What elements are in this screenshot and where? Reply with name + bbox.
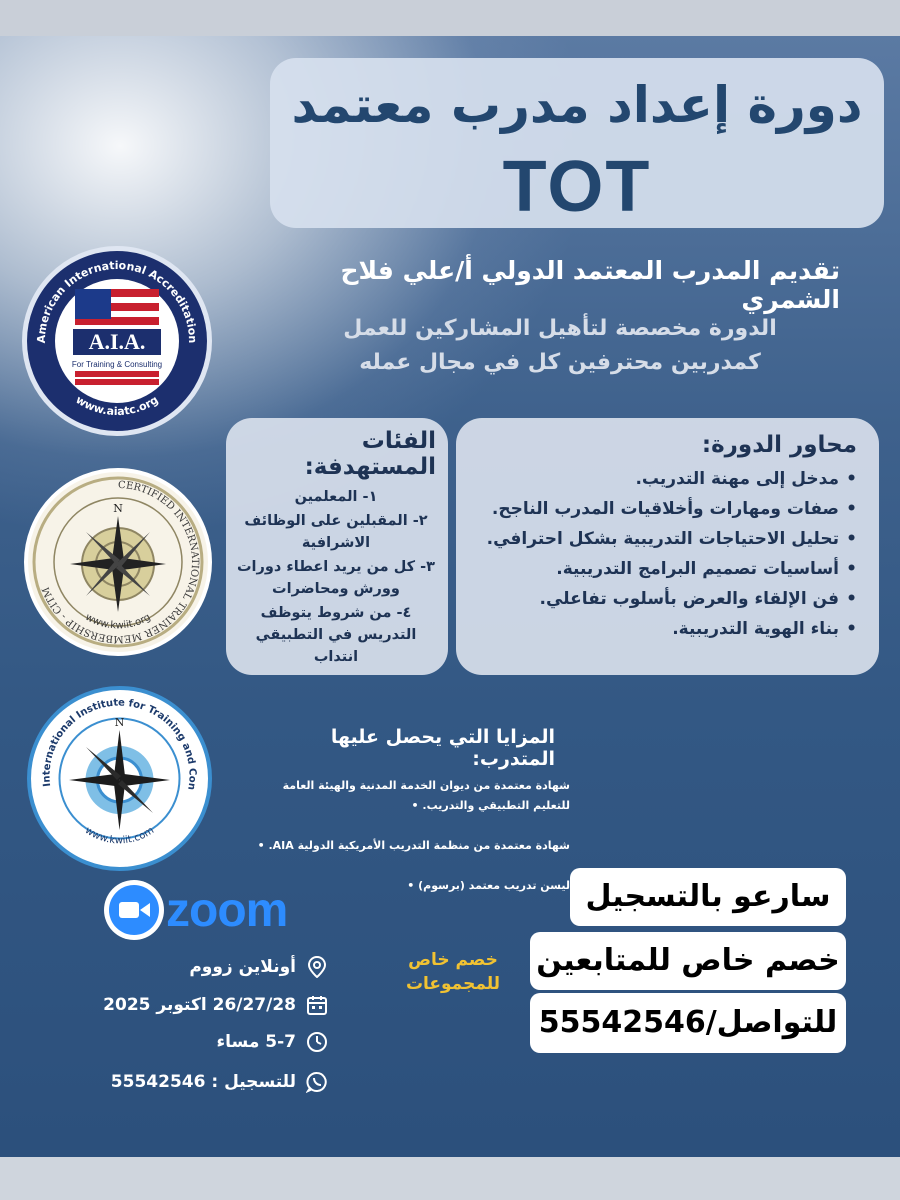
register-now-banner: سارعو بالتسجيل: [570, 868, 846, 926]
zoom-icon: [104, 880, 164, 940]
list-item: • صفات ومهارات وأخلاقيات المدرب الناجح.: [470, 494, 857, 524]
dates-text: 26/27/28 اكتوبر 2025: [103, 995, 296, 1015]
bottom-border: [0, 1157, 900, 1200]
list-item: • تحليل الاحتياجات التدريبية بشكل احترافي.: [470, 524, 857, 554]
course-title-arabic: دورة إعداد مدرب معتمد: [291, 76, 863, 134]
svg-text:N: N: [114, 716, 125, 729]
course-title-english: TOT: [502, 147, 652, 227]
aia-name: A.I.A.: [88, 329, 146, 354]
benefit-item: شهادة معتمدة من منظمة التدريب الأمريكية الدولية AIA. •: [250, 836, 570, 856]
list-item: • فن الإلقاء والعرض بأسلوب تفاعلي.: [470, 584, 857, 614]
benefit-item: شهادة معتمدة من ديوان الخدمة المدنية والهيئة العامة للتعليم التطبيقي والتدريب. •: [250, 776, 570, 816]
citm-logo-graphic: [28, 472, 208, 652]
citm-ring-text: CERTIFIED INTERNATIONAL TRAINER MEMBERSHIP - CITM: [40, 479, 201, 645]
presenter-line: تقديم المدرب المعتمد الدولي أ/علي فلاح الشمري: [340, 256, 840, 314]
register-text: للتسجيل : 55542546: [110, 1072, 296, 1092]
list-item: ٣- كل من يريد اعطاء دورات وورش ومحاضرات: [236, 559, 435, 597]
location-pin-icon: [306, 956, 328, 978]
target-groups-card: [226, 418, 448, 675]
followers-discount-banner: خصم خاص للمتابعين: [530, 932, 846, 990]
description-line-2: كمدربين محترفين كل في مجال عمله: [359, 350, 761, 375]
zoom-wordmark: zoom: [166, 883, 288, 937]
target-groups-list: [236, 486, 436, 668]
list-item: ٢- المقبلين على الوظائف الاشرافية: [244, 513, 428, 551]
list-item: • مدخل إلى مهنة التدريب.: [470, 464, 857, 494]
aia-logo-graphic: [27, 251, 207, 431]
list-item: ١- المعلمين: [294, 489, 378, 505]
dates-row: [103, 994, 328, 1016]
zoom-logo: [104, 878, 287, 942]
course-axes-title: محاور الدورة:: [701, 432, 857, 458]
aia-ring-text: American International Accreditation: [34, 258, 200, 344]
group-discount-line-2: للمجموعات: [405, 974, 501, 994]
citm-logo: [24, 468, 212, 656]
time-row: [216, 1031, 328, 1053]
title-box: [270, 58, 884, 228]
kwiit-url: www.kwiit.com: [82, 825, 157, 847]
svg-text:www.kwiit.org: [83, 612, 152, 632]
group-discount-line-1: خصم خاص: [408, 950, 498, 970]
location-row: [189, 956, 328, 978]
list-item: ٤- من شروط يتوظف التدريس في التطبيقي انتداب: [255, 605, 417, 665]
group-discount: [378, 948, 528, 996]
kwiit-logo-graphic: [31, 690, 208, 867]
aia-tagline: For Training & Consulting: [71, 360, 163, 369]
course-description: [300, 312, 820, 380]
kwiit-ring-text: International Institute for Training and Con: [41, 697, 198, 791]
clock-icon: [306, 1031, 328, 1053]
description-line-1: الدورة مخصصة لتأهيل المشاركين للعمل: [343, 316, 777, 341]
aia-logo: [22, 246, 212, 436]
poster: [0, 36, 900, 1157]
time-text: 5-7 مساء: [216, 1032, 296, 1052]
register-row: [111, 1071, 328, 1093]
course-axes-card: [456, 418, 879, 675]
benefit-item: ليسن تدريب معتمد (برسوم) •: [250, 876, 570, 896]
citm-url: www.kwiit.org: [83, 611, 153, 632]
svg-text:N: N: [113, 502, 123, 515]
list-item: • بناء الهوية التدريبية.: [470, 614, 857, 644]
aia-url: www.aiatc.org: [73, 393, 161, 419]
target-groups-title: الفئات المستهدفة:: [304, 428, 436, 480]
kwiit-logo: [27, 686, 212, 871]
course-axes-list: [470, 464, 857, 644]
location-text: أونلاين زووم: [189, 957, 296, 977]
calendar-icon: [306, 994, 328, 1016]
top-border: [0, 0, 900, 36]
benefits-title: المزايا التي يحصل عليها المتدرب:: [330, 726, 555, 770]
whatsapp-icon: [306, 1071, 328, 1093]
contact-banner: للتواصل/55542546: [530, 993, 846, 1053]
list-item: • أساسيات تصميم البرامج التدريبية.: [470, 554, 857, 584]
